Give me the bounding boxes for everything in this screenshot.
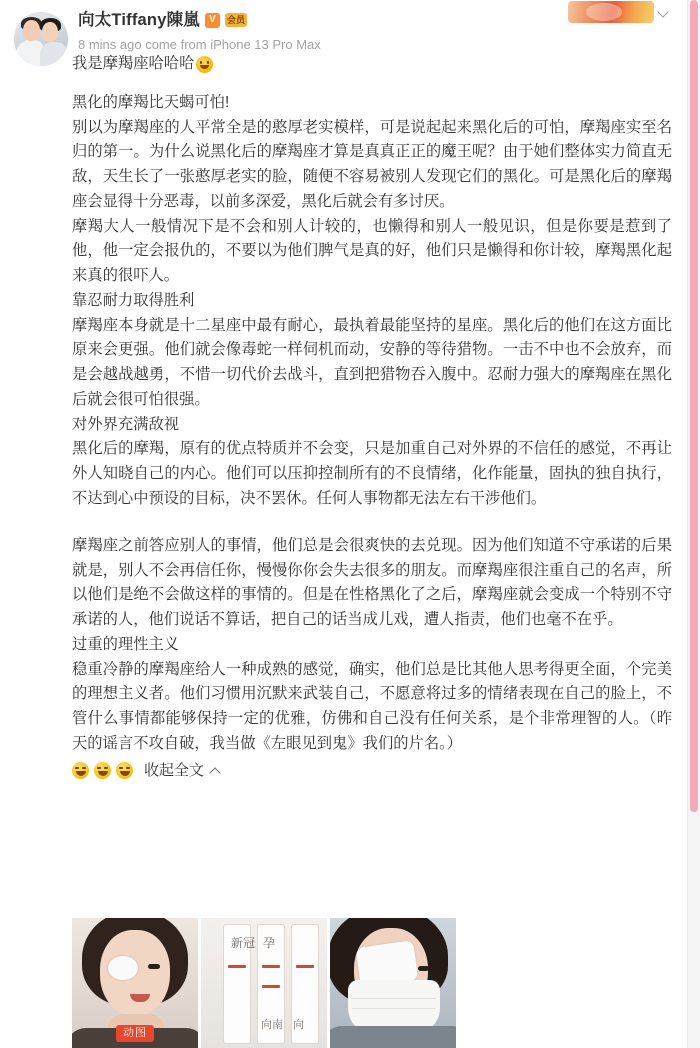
post-lead-text: 我是摩羯座哈哈哈 bbox=[72, 55, 195, 72]
image-grid bbox=[72, 918, 456, 1048]
user-name[interactable]: 向太Tiffany陳嵐 bbox=[78, 11, 200, 29]
image1-eye-patch bbox=[108, 956, 138, 980]
post-paragraph: 靠忍耐力取得胜利 bbox=[72, 291, 195, 309]
image3-shoulder bbox=[330, 1026, 456, 1048]
paragraph-gap bbox=[72, 512, 672, 534]
post-meta: 8 mins ago come from iPhone 13 Pro Max bbox=[78, 36, 321, 52]
post-paragraph: 黑化后的摩羯，原有的优点特质并不会变，只是加重自己对外界的不信任的感觉，不再让外人知晓自己的内心。他们可以压抑控制所有的不良情绪，化作能量，固执的独自执行，不达到心中预设的目标，决不罢休。任何人事物都无法左右干涉他们。 bbox=[72, 440, 672, 508]
laugh-emoji-icon bbox=[94, 762, 111, 779]
image2-note-bottom-left: 向南 bbox=[261, 1019, 283, 1031]
post-body bbox=[72, 52, 672, 783]
image1-eye bbox=[148, 964, 160, 969]
gif-badge: 动图 bbox=[116, 1025, 154, 1042]
collapse-row[interactable] bbox=[72, 759, 672, 783]
scrollbar-track[interactable] bbox=[687, 0, 700, 1048]
vip-badge-icon[interactable]: 会员 bbox=[225, 13, 247, 27]
post-image-1[interactable] bbox=[72, 918, 198, 1048]
image2-strip-line bbox=[228, 965, 246, 968]
left-edge bbox=[0, 0, 3, 1048]
collapse-full-text-link[interactable]: 收起全文 bbox=[144, 761, 205, 779]
post-image-3[interactable] bbox=[330, 918, 456, 1048]
post-paragraph: 摩羯座之前答应别人的事情，他们总是会很爽快的去兑现。因为他们知道不守承诺的后果就是，别人不会再信任你，慢慢你你会失去很多的朋友。而摩羯座很注重自己的名声，所以他们是绝不会做这样的事情的。但是在性格黑化了之后，摩羯座就会变成一个特别不守承诺的人，他们说话不算话，把自己的话当成儿戏，遭人指责，他们也毫不在乎。 bbox=[72, 536, 672, 629]
image2-strip-line bbox=[296, 965, 314, 968]
avatar-face-right bbox=[42, 22, 58, 42]
verified-badge-icon[interactable]: V bbox=[205, 13, 220, 28]
avatar[interactable] bbox=[14, 12, 68, 66]
name-row bbox=[78, 12, 680, 29]
image3-mask-fold bbox=[352, 998, 436, 999]
post-paragraph: 对外界充满敌视 bbox=[72, 415, 180, 433]
avatar-body-right bbox=[40, 42, 68, 66]
post-lead-line bbox=[72, 52, 672, 77]
post-paragraph: 过重的理性主义 bbox=[72, 635, 180, 653]
avatar-face-left bbox=[23, 20, 40, 41]
post-paragraph: 稳重冷静的摩羯座给人一种成熟的感觉，确实，他们总是比其他人思考得更全面，个完美的理想主义者。他们习惯用沉默来武装自己，不愿意将过多的情绪表现在自己的脸上，不管什么事情都能够保持一定的优雅，仿佛和自己没有任何关系，是个非常理智的人。（昨天的谣言不攻自破，我当做《左眼见到鬼》我们的片名。） bbox=[72, 660, 672, 752]
laugh-emoji-icon bbox=[72, 762, 89, 779]
image2-strip-line bbox=[262, 965, 280, 968]
post-paragraph: 黑化的摩羯比天蝎可怕! bbox=[72, 93, 230, 111]
image2-note-bottom-right: 向 bbox=[293, 1019, 304, 1031]
laugh-emoji-icon bbox=[116, 762, 133, 779]
image2-strip-line bbox=[262, 985, 280, 988]
image2-note-top-right: 孕 bbox=[263, 936, 276, 950]
post-paragraph: 摩羯大人一般情况下是不会和别人计较的，也懒得和别人一般见识，但是你要是惹到了他，他一定会报仇的，不要以为他们脾气是真的好，他们只是懒得和你计较，摩羯黑化起来真的很吓人。 bbox=[72, 217, 672, 285]
header-text bbox=[78, 10, 680, 52]
post-paragraph: 别以为摩羯座的人平常全是的憨厚老实模样，可是说起起来黑化后的可怕，摩羯座实至名归的第一。为什么说黑化后的摩羯座才算是真真正正的魔王呢？由于她们整体实力简直无敌，天生长了一张憨厚老实的脸，随便不容易被别人发现它们的黑化。可是黑化后的摩羯座会显得十分恶毒，以前多深爱，黑化后就会有多讨厌。 bbox=[72, 118, 672, 210]
chevron-up-icon[interactable] bbox=[210, 765, 222, 777]
scrollbar-thumb[interactable] bbox=[690, 0, 698, 812]
smile-emoji-icon bbox=[196, 56, 213, 73]
image2-note-top-left: 新冠 bbox=[231, 936, 256, 950]
post-image-2[interactable] bbox=[201, 918, 327, 1048]
post-paragraph: 摩羯座本身就是十二星座中最有耐心，最执着最能坚持的星座。黑化后的他们在这方面比原来会更强。他们就会像毒蛇一样伺机而动，安静的等待猎物。一击不中也不会放弃，而是会越战越勇，不惜一切代价去战斗，直到把猎物吞入腹中。忍耐力强大的摩羯座在黑化后就会很可怕很强。 bbox=[72, 316, 672, 408]
image3-eye bbox=[418, 966, 429, 971]
